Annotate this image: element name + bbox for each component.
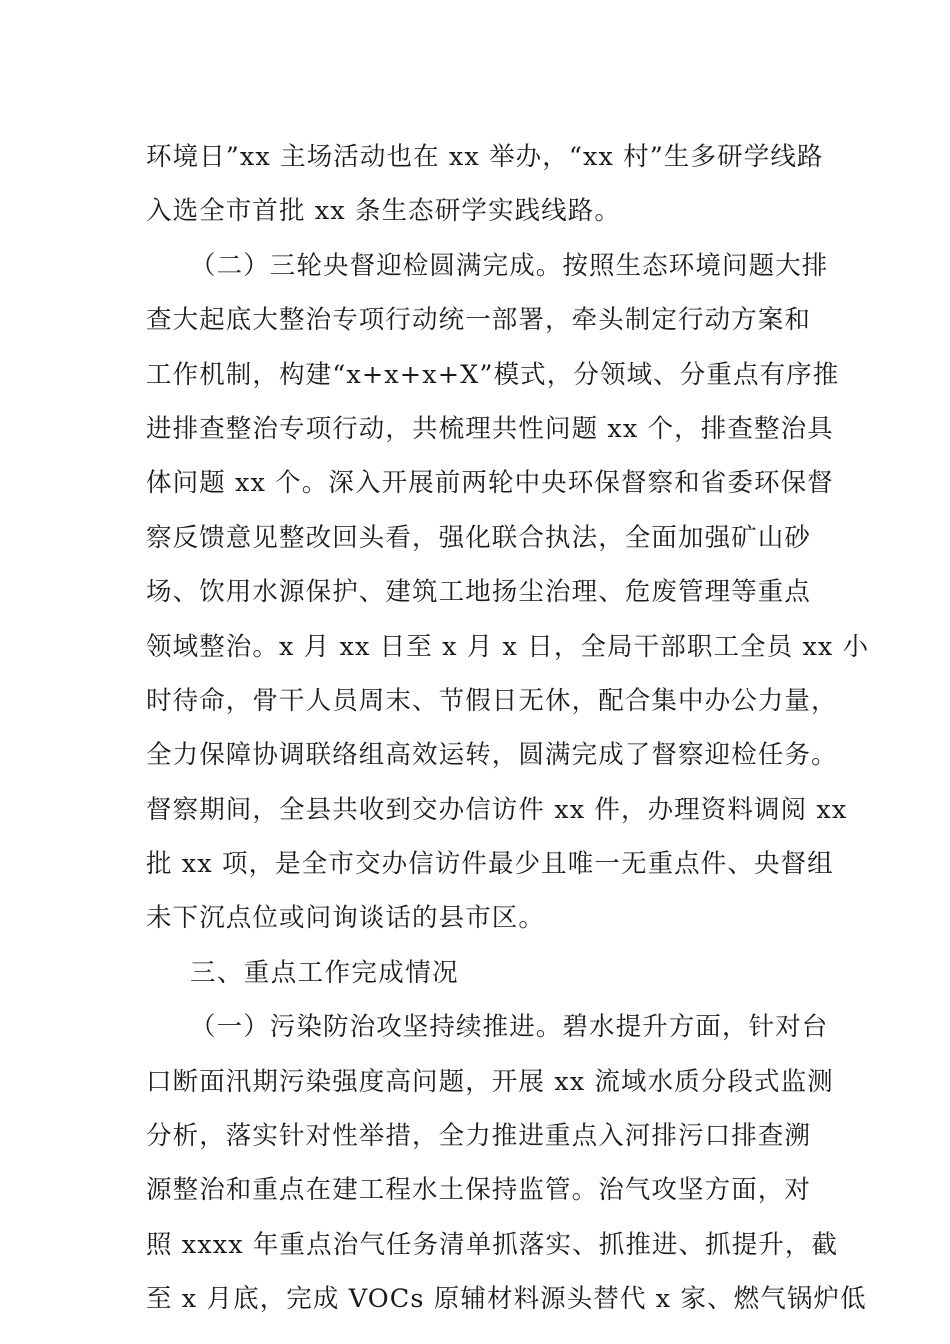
paragraph-line: 察反馈意见整改回头看，强化联合执法，全面加强矿山砂	[146, 522, 812, 553]
paragraph-line: 入选全市首批 xx 条生态研学实践线路。	[146, 196, 621, 227]
section-heading: 三、重点工作完成情况	[190, 957, 460, 988]
paragraph-line: （一）污染防治攻坚持续推进。碧水提升方面，针对台	[190, 1012, 829, 1043]
paragraph-line: 源整治和重点在建工程水土保持监管。治气攻坚方面，对	[146, 1175, 812, 1206]
paragraph-line: 批 xx 项，是全市交办信访件最少且唯一无重点件、央督组	[146, 849, 834, 880]
paragraph-line: 督察期间，全县共收到交办信访件 xx 件，办理资料调阅 xx	[146, 794, 848, 825]
document-body	[146, 130, 870, 1327]
paragraph-line: 场、饮用水源保护、建筑工地扬尘治理、危废管理等重点	[146, 577, 812, 608]
paragraph-line: 环境日”xx 主场活动也在 xx 举办，“xx 村”生多研学线路	[146, 142, 824, 172]
paragraph-line: 至 x 月底，完成 VOCs 原辅材料源头替代 x 家、燃气锅炉低	[146, 1284, 867, 1315]
paragraph-line: 全力保障协调联络组高效运转，圆满完成了督察迎检任务。	[146, 740, 838, 771]
paragraph-line: 工作机制，构建“x+x+x+X”模式，分领域、分重点有序推	[146, 359, 840, 390]
paragraph-line: 分析，落实针对性举措，全力推进重点入河排污口排查溯	[146, 1121, 812, 1152]
paragraph-line: 口断面汛期污染强度高问题，开展 xx 流域水质分段式监测	[146, 1066, 834, 1097]
paragraph-line: 照 xxxx 年重点治气任务清单抓落实、抓推进、抓提升，截	[146, 1229, 839, 1260]
paragraph-line: 未下沉点位或问询谈话的县市区。	[146, 903, 546, 934]
paragraph-line: （二）三轮央督迎检圆满完成。按照生态环境问题大排	[190, 250, 829, 281]
paragraph-line: 进排查整治专项行动，共梳理共性问题 xx 个，排查整治具	[146, 413, 834, 444]
paragraph-line: 体问题 xx 个。深入开展前两轮中央环保督察和省委环保督	[146, 468, 834, 499]
paragraph-line: 领域整治。x 月 xx 日至 x 月 x 日，全局干部职工全员 xx 小	[146, 631, 870, 662]
paragraph-line: 查大起底大整治专项行动统一部署，牵头制定行动方案和	[146, 305, 812, 336]
paragraph-line: 时待命，骨干人员周末、节假日无休，配合集中办公力量，	[146, 685, 838, 716]
